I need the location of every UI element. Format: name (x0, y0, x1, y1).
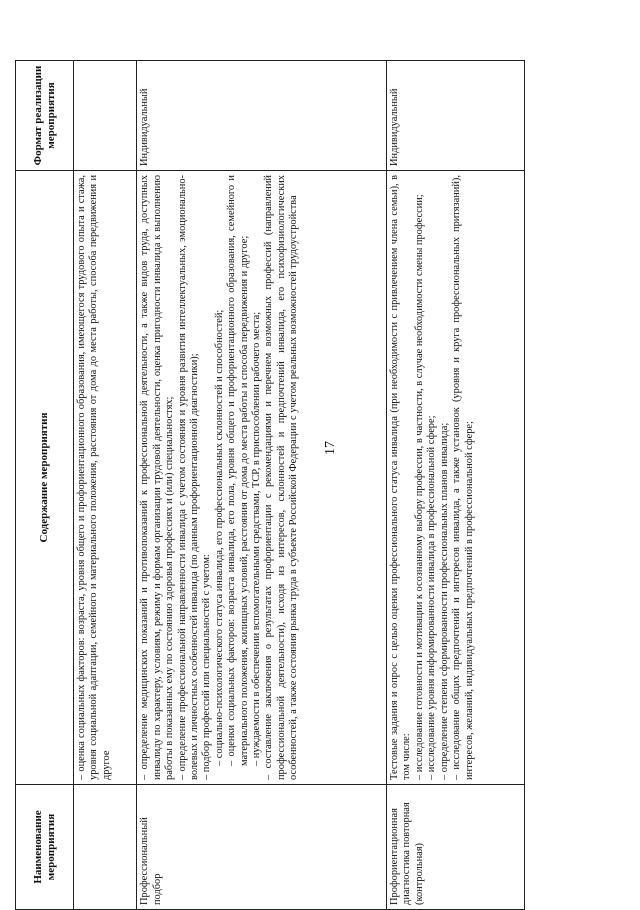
row0-name (74, 785, 137, 910)
header-format: Формат реализации мероприятия (16, 61, 74, 171)
document-sheet (15, 60, 525, 910)
row0-format (74, 61, 137, 171)
row1-item-1: – определение профессиональной направленности инвалида с учетом состояния и уровня развития интеллектуальных, эмоционально-волевых и личностных особенностей инвалида (по данным профориентационной диагностики); (177, 175, 202, 780)
row2-intro: Тестовые задания и опрос с целью оценки профессионального статуса инвалида (при необходимости с привлечением члена семьи), в том числе: (389, 175, 413, 780)
row2-item-3: – исследование общих предпочтений и интересов инвалида, а также установок (уровня и круга профессиональных притязаний), интересов, желаний, индивидуальных предпочтений в профессиональной сфере; (451, 175, 476, 780)
row2-format: Индивидуальный (387, 61, 525, 171)
table-header-row (16, 61, 74, 910)
row1-subitem-1: – оценки социальных факторов: возраста инвалида, его пола, уровня общего и профориентационного образования, семейного и материального положения, жилищных условий, расстояния от дома до места работы и способа передвижения и другое; (226, 175, 251, 766)
row1-content (137, 171, 387, 785)
row1-item-2: – подбор профессий или специальностей с учетом: (201, 175, 213, 780)
row1-subitem-2: – нуждаемости в обеспечении вспомогательными средствами, ТСР, в приспособлении рабочего места; (251, 175, 263, 766)
row1-name: Профессиональный подбор (137, 785, 387, 910)
row2-name: Профориентационная диагностика повторная (контрольная) (387, 785, 525, 910)
row2-item-0: – исследование готовности и мотивации к осознанному выбору профессии, в частности, в случае необходимости смены профессии; (414, 175, 426, 780)
measures-table (15, 60, 525, 910)
row2-item-1: – исследование уровня информированности инвалида в профессиональной сфере; (426, 175, 438, 780)
row1-subitems (214, 175, 264, 780)
table-row (74, 61, 137, 910)
row0-content (74, 171, 137, 785)
row0-item-0: – оценка социальных факторов: возраста, уровня общего и профориентационного образования, имеющегося трудового опыта и стажа, уровня социальной адаптации, семейного и материального положения, расстояния от дома до места работы, способа передвижения и другое (76, 175, 113, 780)
page-number: 17 (323, 441, 338, 455)
header-name: Наименование мероприятия (16, 785, 74, 910)
row2-content (387, 171, 525, 785)
row1-subitem-0: – социально-психологического статуса инвалида, его профессиональных склонностей и способностей; (214, 175, 226, 766)
row1-item-0: – определение медицинских показаний и противопоказаний к профессиональной деятельности, а также видов труда, доступных инвалиду по характеру, условиям, режиму и формам организации трудовой деятельности, оценка пригодности инвалида к выполнению работы в показанных ему по состоянию здоровья профессиях и (или) специальностях; (139, 175, 176, 780)
table-row (387, 61, 525, 910)
table-row (137, 61, 387, 910)
row2-item-2: – определение степени сформированности профессиональных планов инвалида; (439, 175, 451, 780)
row1-tail: – составление заключения о результатах профориентации с рекомендациями и перечнем возможных профессий (направлений профессиональной деятельности), исходя из интересов, склонностей и предпочтений инвалида, его психофизиологических особенностей, а также состояния рынка труда в субъекте Российской Федерации с учетом реальных возможностей трудоустройства (263, 175, 300, 780)
header-content: Содержание мероприятия (16, 171, 74, 785)
row1-format: Индивидуальный (137, 61, 387, 171)
